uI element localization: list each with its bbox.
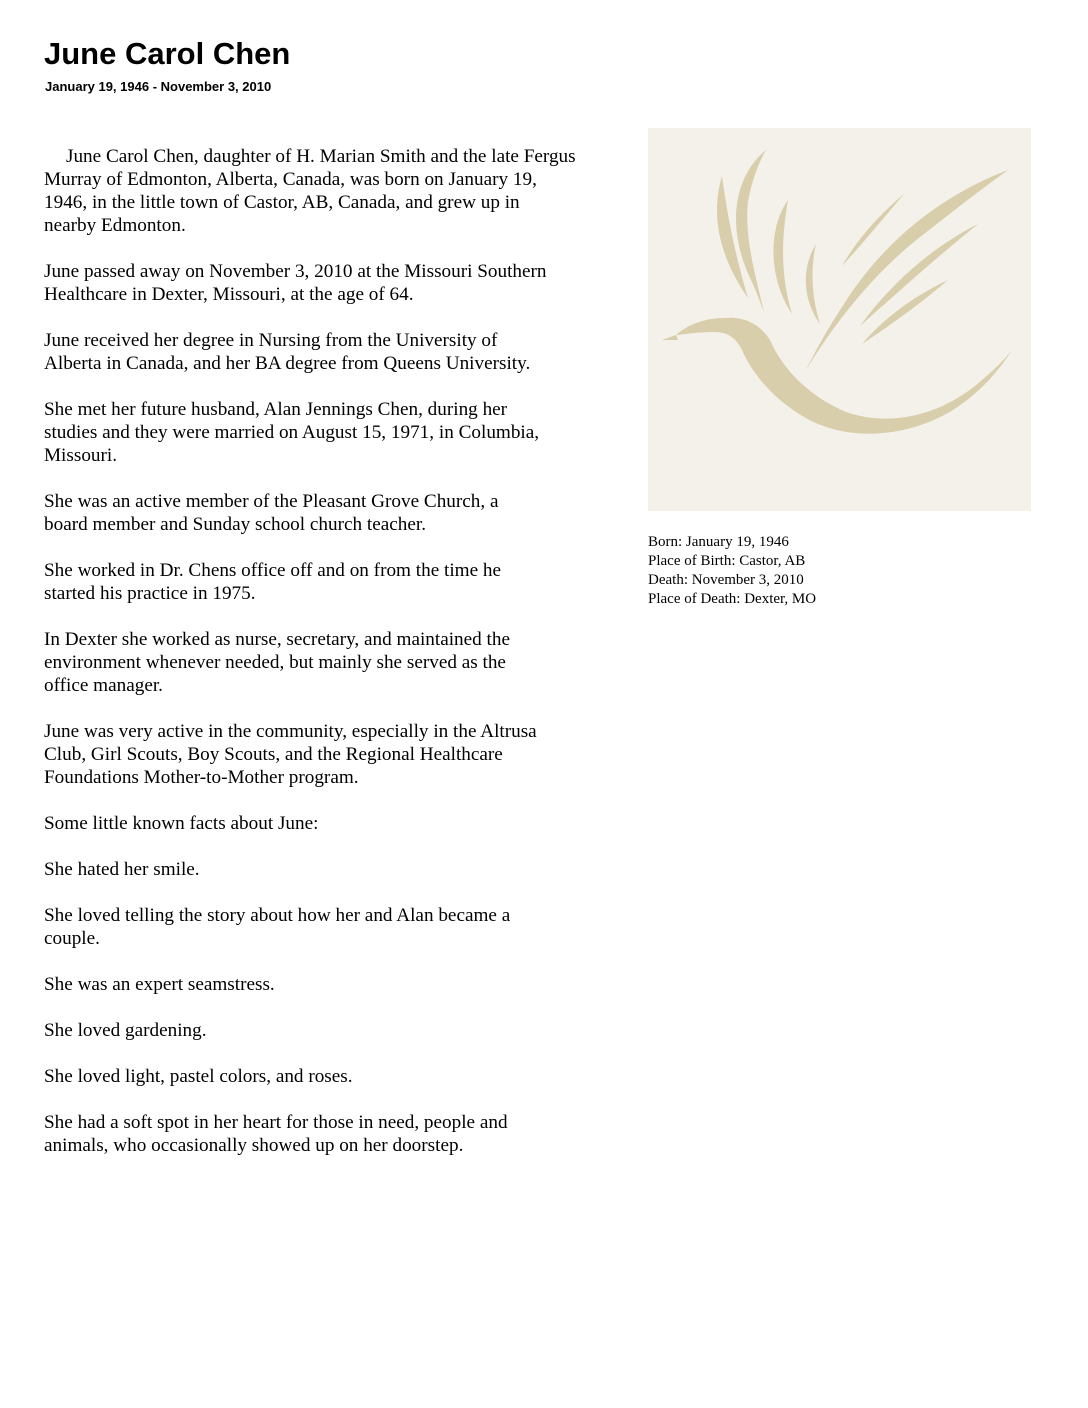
obituary-line: board member and Sunday school church teacher. <box>44 514 427 535</box>
obituary-text <box>44 145 644 1180</box>
obituary-paragraph <box>44 1019 644 1042</box>
obituary-line: Some little known facts about June: <box>44 813 319 834</box>
obituary-paragraph <box>44 628 644 697</box>
obituary-paragraph <box>44 490 644 536</box>
obituary-line: Murray of Edmonton, Alberta, Canada, was born on January 19, <box>44 169 537 190</box>
place-of-birth-fact: Place of Birth: Castor, AB <box>648 553 806 569</box>
obituary-line: She was an expert seamstress. <box>44 974 275 995</box>
obituary-line: Foundations Mother-to-Mother program. <box>44 767 359 788</box>
page-title: June Carol Chen <box>44 36 291 71</box>
obituary-paragraph <box>44 398 644 467</box>
obituary-line: Club, Girl Scouts, Boy Scouts, and the Regional Healthcare <box>44 744 503 765</box>
obituary-line: She hated her smile. <box>44 859 200 880</box>
obituary-line: animals, who occasionally showed up on her doorstep. <box>44 1135 464 1156</box>
obituary-line: 1946, in the little town of Castor, AB, Canada, and grew up in <box>44 192 520 213</box>
obituary-line: She met her future husband, Alan Jennings Chen, during her <box>44 399 508 420</box>
obituary-paragraph <box>44 145 644 237</box>
obituary-line: environment whenever needed, but mainly she served as the <box>44 652 506 673</box>
obituary-line: She loved telling the story about how her and Alan became a <box>44 905 511 926</box>
obituary-line: Healthcare in Dexter, Missouri, at the age of 64. <box>44 284 414 305</box>
obituary-line: started his practice in 1975. <box>44 583 256 604</box>
death-fact: Death: November 3, 2010 <box>648 572 804 588</box>
obituary-paragraph <box>44 904 644 950</box>
obituary-line: She had a soft spot in her heart for those in need, people and <box>44 1112 508 1133</box>
born-fact: Born: January 19, 1946 <box>648 534 789 550</box>
obituary-paragraph <box>44 812 644 835</box>
obituary-line: June received her degree in Nursing from the University of <box>44 330 498 351</box>
obituary-paragraph <box>44 858 644 881</box>
obituary-line: June Carol Chen, daughter of H. Marian Smith and the late Fergus <box>66 146 576 167</box>
place-of-death-fact: Place of Death: Dexter, MO <box>648 591 817 607</box>
obituary-line: She loved light, pastel colors, and roses. <box>44 1066 353 1087</box>
obituary-paragraph <box>44 720 644 789</box>
obituary-paragraph <box>44 559 644 605</box>
obituary-line: nearby Edmonton. <box>44 215 186 236</box>
obituary-line: June passed away on November 3, 2010 at the Missouri Southern <box>44 261 547 282</box>
obituary-paragraph <box>44 329 644 375</box>
obituary-line: She worked in Dr. Chens office off and on from the time he <box>44 560 502 581</box>
obituary-line: office manager. <box>44 675 163 696</box>
obituary-line: couple. <box>44 928 100 949</box>
dove-image <box>648 128 1031 511</box>
dove-icon <box>648 128 1031 511</box>
life-facts <box>648 533 816 609</box>
obituary-line: June was very active in the community, especially in the Altrusa <box>44 721 537 742</box>
obituary-line: In Dexter she worked as nurse, secretary, and maintained the <box>44 629 510 650</box>
obituary-line: She was an active member of the Pleasant Grove Church, a <box>44 491 499 512</box>
obituary-line: She loved gardening. <box>44 1020 207 1041</box>
obituary-paragraph <box>44 1111 644 1157</box>
obituary-paragraph <box>44 1065 644 1088</box>
obituary-paragraph <box>44 973 644 996</box>
life-dates: January 19, 1946 - November 3, 2010 <box>45 79 272 94</box>
obituary-line: Missouri. <box>44 445 118 466</box>
obituary-paragraph <box>44 260 644 306</box>
obituary-line: studies and they were married on August 15, 1971, in Columbia, <box>44 422 540 443</box>
obituary-line: Alberta in Canada, and her BA degree from Queens University. <box>44 353 531 374</box>
